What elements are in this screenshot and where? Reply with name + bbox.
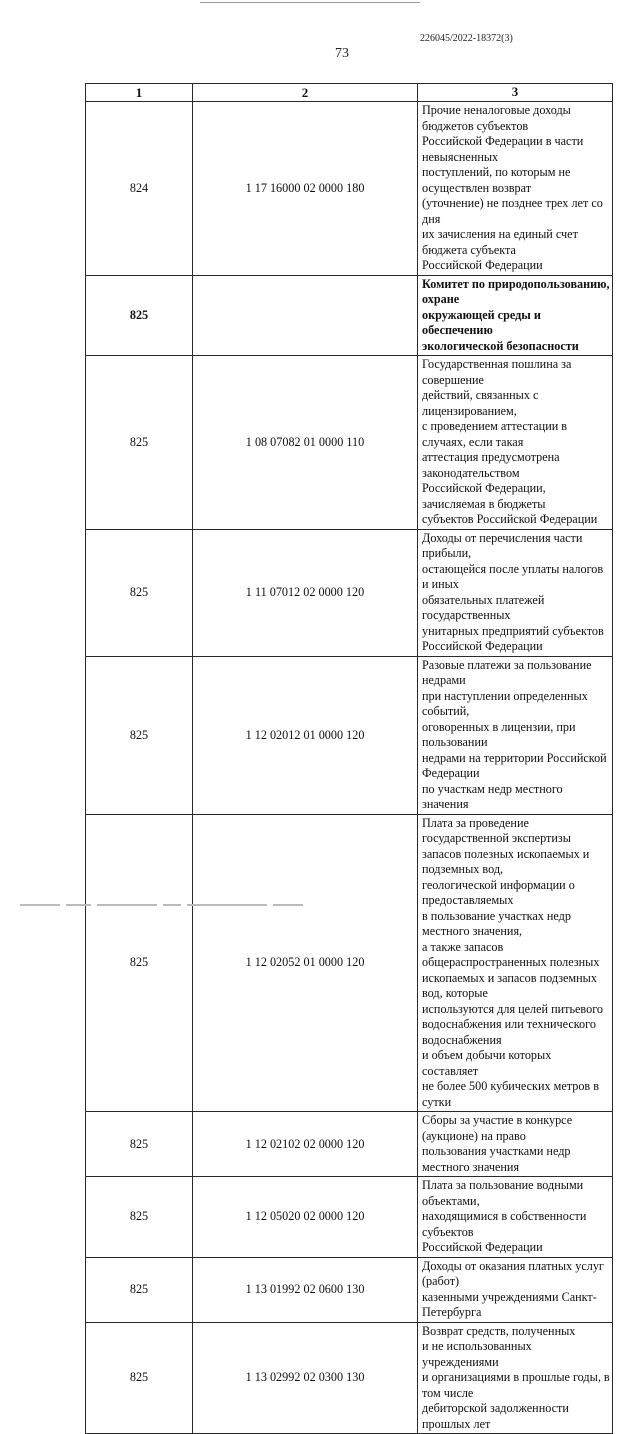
admin-code-cell: 825 <box>86 356 193 530</box>
admin-code-cell: 825 <box>86 275 193 356</box>
budget-classification-code-cell: 1 13 02992 02 0300 130 <box>193 1322 418 1434</box>
admin-code-cell: 825 <box>86 1257 193 1322</box>
column-header-1: 1 <box>86 84 193 102</box>
column-header-2: 2 <box>193 84 418 102</box>
table-row <box>86 656 613 814</box>
budget-classification-code-cell: 1 13 01992 02 0600 130 <box>193 1257 418 1322</box>
table-row <box>86 1177 613 1258</box>
income-description-text: Прочие неналоговые доходы бюджетов субъектов Российской Федерации в части невыясненных поступлений, по которым не осуществлен возврат (уточнение) не позднее трех лет со дня их зачисления на единый счет бюджета субъекта Российской Федерации <box>422 103 603 272</box>
table-row <box>86 1257 613 1322</box>
admin-code-cell: 825 <box>86 529 193 656</box>
income-description-cell <box>418 529 613 656</box>
income-description-cell <box>418 814 613 1112</box>
admin-code-cell: 825 <box>86 814 193 1112</box>
income-description-text: Доходы от перечисления части прибыли, остающейся после уплаты налогов и иных обязательных платежей государственных унитарных предприятий субъектов Российской Федерации <box>422 530 604 653</box>
income-description-cell <box>418 1112 613 1177</box>
table-row <box>86 356 613 530</box>
admin-code-cell: 824 <box>86 102 193 276</box>
column-header-3: 3 <box>418 84 613 102</box>
table-row <box>86 102 613 276</box>
budget-classification-code-cell: 1 17 16000 02 0000 180 <box>193 102 418 276</box>
income-description-text: Государственная пошлина за совершение действий, связанных с лицензированием, с проведением аттестации в случаях, если такая аттестация предусмотрена законодательством Российской Федерации, зачисляемая в бюджеты субъектов Российской Федерации <box>422 357 598 526</box>
table-header-row <box>86 84 613 102</box>
budget-classification-code-cell: 1 12 02052 01 0000 120 <box>193 814 418 1112</box>
budget-classification-code-cell: 1 08 07082 01 0000 110 <box>193 356 418 530</box>
admin-code-cell: 825 <box>86 656 193 814</box>
budget-classification-code-cell <box>193 275 418 356</box>
top-rule <box>200 2 420 3</box>
table-row <box>86 529 613 656</box>
table-row <box>86 814 613 1112</box>
income-description-cell <box>418 1322 613 1434</box>
scan-artifact <box>20 896 620 900</box>
admin-code-cell: 825 <box>86 1322 193 1434</box>
budget-classification-code-cell: 1 12 02012 01 0000 120 <box>193 656 418 814</box>
budget-classification-code-cell: 1 12 05020 02 0000 120 <box>193 1177 418 1258</box>
budget-classification-code-cell: 1 12 02102 02 0000 120 <box>193 1112 418 1177</box>
income-description-text: Возврат средств, полученных и не использованных учреждениями и организациями в прошлые годы, в том числе дебиторской задолженности прошлых лет <box>422 1323 610 1431</box>
income-description-cell <box>418 356 613 530</box>
income-description-cell <box>418 275 613 356</box>
income-description-cell <box>418 1177 613 1258</box>
income-description-text: Сборы за участие в конкурсе (аукционе) на право пользования участками недр местного значения <box>422 1113 573 1174</box>
income-description-cell <box>418 102 613 276</box>
income-description-cell <box>418 1257 613 1322</box>
table-row <box>86 275 613 356</box>
admin-code-cell: 825 <box>86 1177 193 1258</box>
admin-code-cell: 825 <box>86 1112 193 1177</box>
table-row <box>86 1322 613 1434</box>
income-description-text: Разовые платежи за пользование недрами при наступлении определенных событий, оговоренных в лицензии, при пользовании недрами на территории Российской Федерации по участкам недр местного значения <box>422 657 607 811</box>
income-description-text: Плата за пользование водными объектами, находящимися в собственности субъектов Российской Федерации <box>422 1178 587 1254</box>
income-description-text: Плата за проведение государственной экспертизы запасов полезных ископаемых и подземных вод, геологической информации о предоставляемых в пользование участках недр местного значения, а также запасов общераспространенных полезных ископаемых и запасов подземных вод, которые используются для целей питьевого водоснабжения или технического водоснабжения и объем добычи которых составляет не более 500 кубических метров в сутки <box>422 815 603 1109</box>
budget-classification-code-cell: 1 11 07012 02 0000 120 <box>193 529 418 656</box>
income-description-cell <box>418 656 613 814</box>
document-id: 226045/2022-18372(3) <box>420 33 513 44</box>
table-row <box>86 1112 613 1177</box>
page-number: 73 <box>335 46 349 61</box>
income-description-text: Доходы от оказания платных услуг (работ) казенными учреждениями Санкт-Петербурга <box>422 1258 604 1319</box>
income-codes-table <box>85 83 613 1434</box>
income-description-text: Комитет по природопользованию, охране окружающей среды и обеспечению экологической безопасности <box>422 276 610 353</box>
